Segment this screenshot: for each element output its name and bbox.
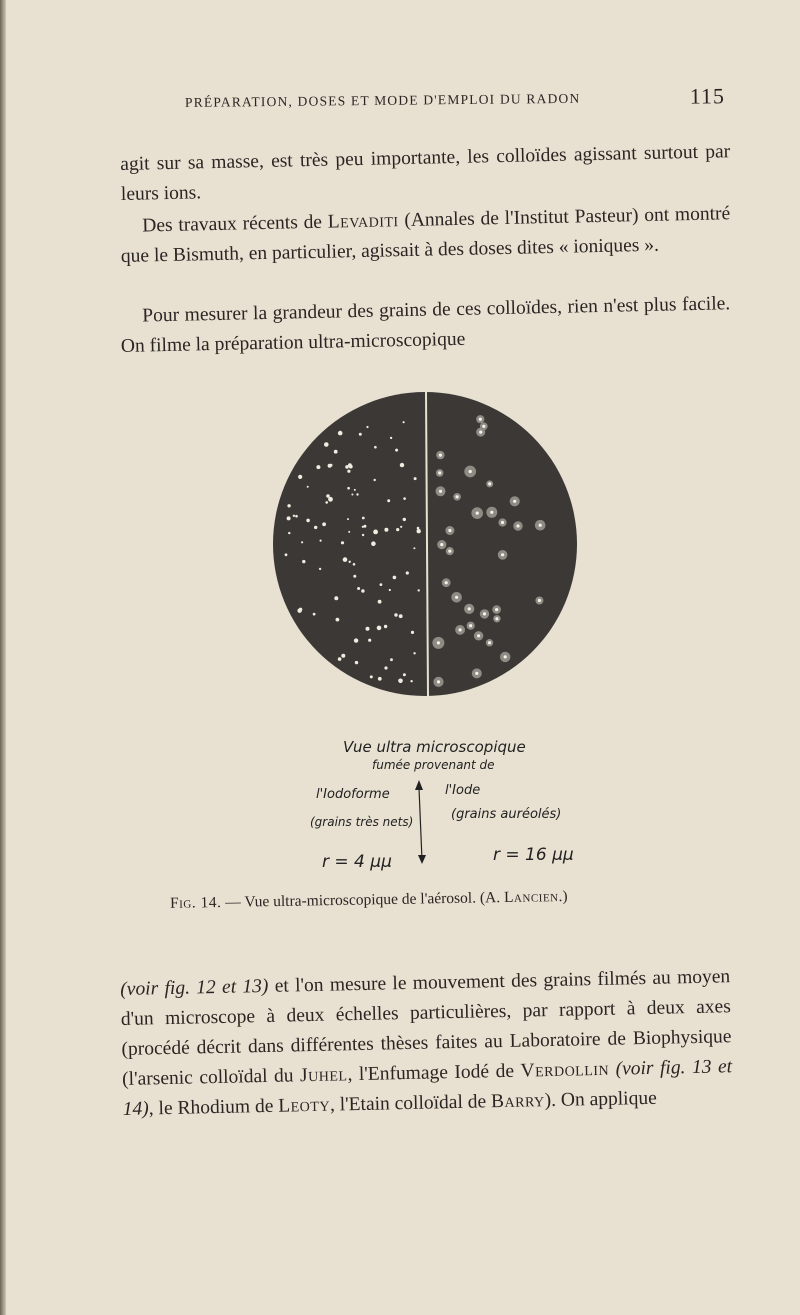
paragraph-2: [120, 199, 731, 272]
halo-grain-core: [445, 581, 448, 584]
author-barry: Barry: [490, 1090, 545, 1113]
grain-dot: [287, 504, 290, 507]
grain-dot: [334, 596, 338, 600]
grain-dot: [389, 589, 391, 591]
halo-grain-core: [513, 500, 516, 503]
p4-text-b: et l'on mesure le mouvement des grains filmés au moyen d'un microscope à deux échelles particulières, par rapport à deux axes (procédé décrit dans différentes thèses faites au Laboratoire de Biophysique (l'arsenic colloïdal du: [120, 966, 732, 1090]
grain-dot: [400, 463, 404, 467]
p4-text-g: ). On applique: [544, 1087, 657, 1112]
page-number: 115: [689, 83, 726, 109]
grain-dot: [302, 560, 305, 563]
grain-dot: [314, 526, 317, 529]
fig-right-label: l'Iode: [445, 783, 481, 798]
fig-line-2: fumée provenant de: [372, 758, 495, 772]
grain-dot: [341, 654, 345, 658]
halo-grain-core: [475, 672, 478, 675]
grain-dot: [343, 557, 348, 562]
halo-grain-core: [495, 608, 498, 611]
halo-grain-core: [538, 599, 541, 602]
halo-grain-core: [501, 521, 504, 524]
microscope-figure: [270, 388, 580, 700]
grain-dot: [374, 446, 377, 449]
p4-ref-fig: (voir fig. 13 et 14): [122, 1056, 733, 1120]
grain-dot: [307, 486, 309, 488]
page-edge: [0, 0, 6, 1315]
p4-ref-a: (voir fig. 12 et 13): [120, 975, 269, 1000]
grain-dot: [403, 497, 406, 500]
grain-dot: [378, 600, 382, 604]
microscope-disc: [273, 392, 577, 696]
grain-dot: [338, 431, 343, 436]
grain-dot: [403, 673, 406, 676]
halo-grain-core: [539, 524, 542, 527]
halo-grain-core: [448, 550, 451, 553]
grain-dot: [363, 525, 366, 528]
halo-grain-core: [437, 641, 440, 644]
halo-grain-core: [455, 596, 458, 599]
halo-grain-core: [488, 482, 491, 485]
halo-grain-core: [482, 425, 485, 428]
grain-dot: [336, 618, 340, 622]
grain-dot: [356, 493, 358, 495]
p4-text-f: , l'Etain colloïdal de: [329, 1091, 492, 1116]
fig-left-label: l'Iodoforme: [316, 787, 390, 802]
grain-dot: [411, 631, 414, 634]
grain-dot: [374, 479, 376, 481]
grain-dot: [384, 625, 387, 628]
grain-dot: [348, 531, 350, 533]
grain-dot: [417, 527, 420, 530]
halo-grain-core: [448, 529, 451, 532]
grain-dot: [324, 442, 329, 447]
grain-dot: [387, 499, 390, 502]
paragraph-1: agit sur sa masse, est très peu importante, les colloïdes agissant surtout par leurs ions.: [120, 141, 731, 205]
grain-dot: [399, 614, 403, 618]
grain-dot: [368, 639, 371, 642]
grain-dot: [306, 519, 310, 523]
author-leoty: Leoty: [278, 1094, 331, 1117]
grain-dot: [390, 437, 392, 439]
halo-grain-core: [479, 431, 482, 434]
grain-dot: [359, 433, 362, 436]
grain-dot: [347, 518, 349, 520]
halo-grain-core: [516, 524, 519, 527]
halo-grain-core: [479, 418, 482, 421]
halo-grain-core: [437, 680, 440, 683]
grain-dot: [413, 652, 415, 654]
p4-text-c: , l'Enfumage Iodé de: [347, 1060, 521, 1086]
grain-dot: [316, 465, 320, 469]
grain-dot: [313, 613, 316, 616]
grain-dot: [373, 530, 378, 535]
grain-dot: [295, 515, 298, 518]
fig-left-radius: r = 4 μμ: [322, 852, 392, 872]
grain-dot: [357, 587, 360, 590]
halo-grain-core: [469, 624, 472, 627]
grain-dot: [361, 589, 364, 592]
halo-grain-core: [495, 617, 498, 620]
grain-dot: [378, 677, 382, 681]
grain-dot: [319, 568, 321, 570]
grain-dot: [414, 477, 417, 480]
grain-dot: [384, 666, 387, 669]
halo-grain-core: [468, 607, 471, 610]
grain-dot: [347, 487, 350, 490]
grain-dot: [328, 497, 333, 502]
grain-dot: [328, 464, 332, 468]
halo-grain-core: [456, 495, 459, 498]
fig-arrow: [405, 760, 435, 870]
grain-dot: [320, 540, 322, 542]
grain-dot: [322, 522, 326, 526]
fig-line-1: Vue ultra microscopique: [343, 738, 526, 756]
grain-dot: [353, 575, 356, 578]
halo-grain-core: [501, 553, 504, 556]
halo-grain-core: [483, 612, 486, 615]
grain-dot: [353, 563, 356, 566]
grain-dot: [285, 553, 288, 556]
grain-dot: [288, 532, 290, 534]
running-header: [184, 83, 745, 112]
grain-dot: [380, 583, 383, 586]
grain-dot: [301, 541, 303, 543]
grain-dot: [341, 541, 344, 544]
grain-dot: [348, 463, 352, 467]
grain-dot: [354, 489, 356, 491]
grain-dot: [400, 526, 402, 528]
grain-dot: [351, 494, 353, 496]
grain-dot: [366, 426, 368, 428]
grain-dot: [384, 528, 388, 532]
fig-right-radius: r = 16 μμ: [493, 845, 574, 865]
grain-dot: [325, 501, 328, 504]
halo-grain-core: [459, 628, 462, 631]
grain-dot: [362, 534, 364, 536]
halo-grain-core: [439, 454, 442, 457]
grain-dot: [410, 680, 412, 682]
grain-dot: [293, 515, 295, 517]
halo-grain-core: [477, 634, 480, 637]
grain-dot: [398, 679, 403, 684]
author-verdollin: Verdollin: [520, 1058, 610, 1082]
caption-end: .): [558, 887, 568, 906]
grain-dot: [299, 608, 303, 612]
author-juhel: Juhel: [299, 1064, 348, 1087]
halo-grain-core: [476, 512, 479, 515]
grain-dot: [334, 450, 338, 454]
grain-dot: [355, 661, 358, 664]
figure-caption: [170, 885, 730, 913]
grain-dot: [403, 518, 406, 521]
caption-dash: —: [221, 893, 245, 911]
halo-grain-core: [469, 470, 472, 473]
halo-grain-core: [440, 543, 443, 546]
p2-text-a: Des travaux récents de: [142, 211, 328, 237]
grain-dot: [413, 547, 415, 549]
grain-dot: [403, 421, 405, 423]
paragraph-4: [120, 962, 733, 1125]
paragraph-3: Pour mesurer la grandeur des grains de ces colloïdes, rien n'est plus facile. On filme la préparation ultra-microscopique: [120, 293, 731, 357]
grain-dot: [396, 528, 399, 531]
grain-dot: [418, 589, 420, 591]
p4-text-e: , le Rhodium de: [148, 1095, 279, 1120]
caption-author: Lancien: [503, 888, 559, 907]
grain-dot: [406, 571, 409, 574]
grain-dot: [354, 638, 358, 642]
grain-dot: [393, 576, 397, 580]
halo-grain-core: [439, 490, 442, 493]
grain-dot: [390, 658, 393, 661]
halo-grain-core: [490, 511, 493, 514]
fig-left-sub: (grains très nets): [310, 815, 414, 829]
grain-dot: [370, 675, 373, 678]
grain-dot: [287, 516, 291, 520]
halo-grain-core: [504, 655, 507, 658]
grain-dot: [366, 627, 370, 631]
grain-dot: [347, 470, 350, 473]
caption-text: Vue ultra-microscopique de l'aérosol. (A.: [244, 889, 505, 911]
halo-grain-core: [438, 471, 441, 474]
header-title: PRÉPARATION, DOSES ET MODE D'EMPLOI DU RADON: [184, 90, 581, 110]
grain-dot: [394, 613, 397, 616]
author-levaditi: Levaditi: [327, 210, 399, 233]
grain-dot: [395, 449, 398, 452]
caption-fig-number: Fig. 14.: [169, 893, 222, 912]
grain-dot: [298, 475, 302, 479]
grain-dot: [349, 561, 351, 563]
grain-dot: [362, 517, 365, 520]
grain-dot: [338, 657, 342, 661]
grain-dot: [371, 541, 376, 546]
halo-grain-core: [488, 641, 491, 644]
fig-right-sub: (grains auréolés): [451, 807, 562, 822]
grain-dot: [377, 626, 382, 631]
p2-text-b: (Annales de l'Institut Pasteur) ont montré que le Bismuth, en particulier, agissait à des doses dites « ioniques ».: [120, 203, 731, 267]
grain-dot: [417, 529, 421, 533]
